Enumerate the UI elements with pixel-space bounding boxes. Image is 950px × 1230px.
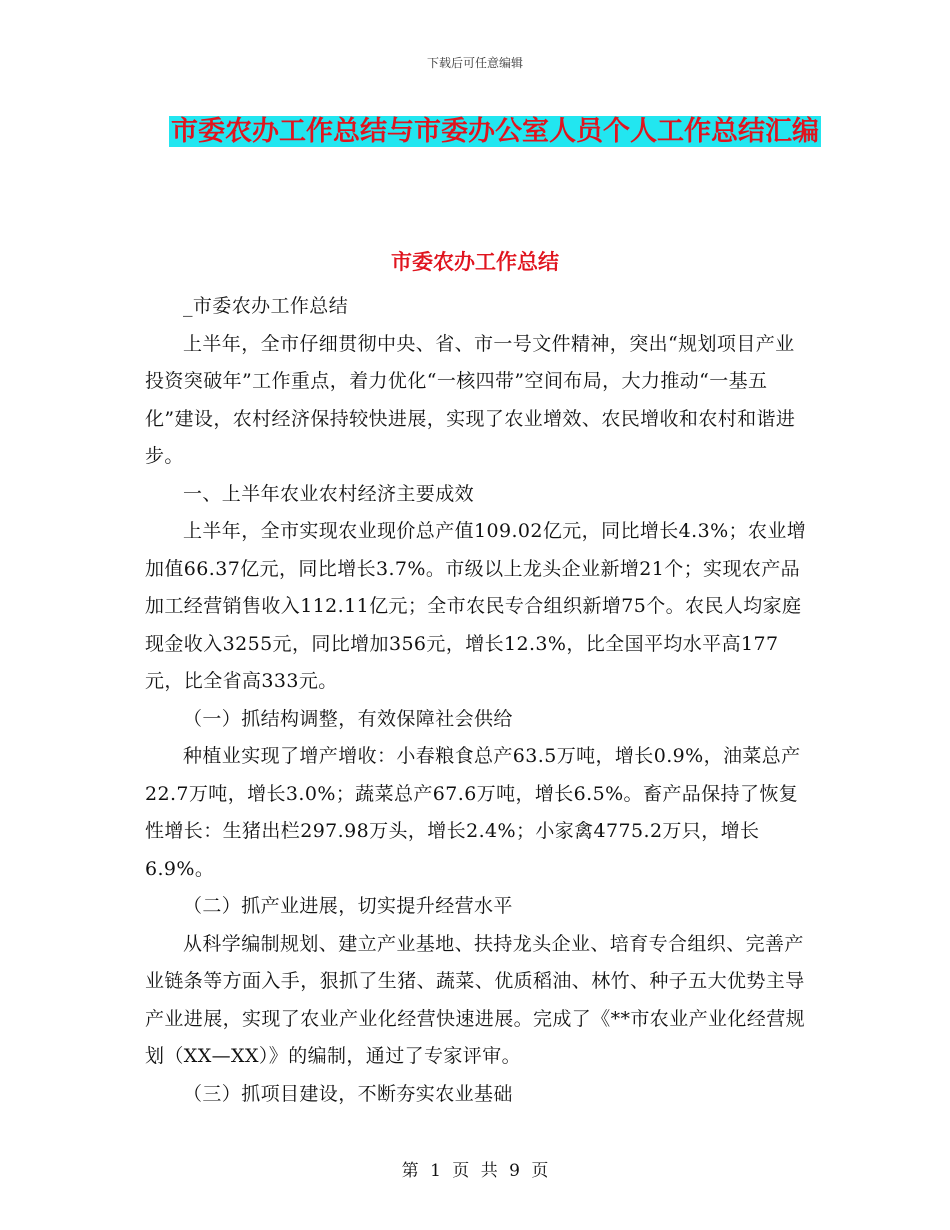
paragraph: 种植业实现了增产增收：小春粮食总产63.5万吨，增长0.9%，油菜总产22.7万吨，增长3.0%；蔬菜总产67.6万吨，增长6.5%。畜产品保持了恢复性增长：生猪出栏297.98万头，增长2.4%；小家禽4775.2万只，增长6.9%。	[145, 745, 801, 880]
paragraph: _市委农办工作总结	[183, 295, 349, 317]
header-note: 下载后可任意编辑	[426, 56, 523, 70]
section-title: 市委农办工作总结	[391, 250, 559, 274]
paragraph-heading: （一）抓结构调整，有效保障社会供给	[183, 707, 513, 730]
paragraph-heading: （三）抓项目建设，不断夯实农业基础	[183, 1082, 513, 1105]
document-title-text: 市委农办工作总结与市委办公室人员个人工作总结汇编	[171, 116, 819, 147]
page-footer: 第 1 页 共 9 页	[401, 1161, 549, 1181]
paragraph-heading: （二）抓产业进展，切实提升经营水平	[183, 895, 513, 917]
paragraph: 从科学编制规划、建立产业基地、扶持龙头企业、培育专合组织、完善产业链条等方面入手，狠抓了生猪、蔬菜、优质稻油、林竹、种子五大优势主导产业进展，实现了农业产业化经营快速进展。完成了《**市农业产业化经营规划（XX—XX）》的编制，通过了专家评审。	[145, 932, 806, 1067]
document-body	[145, 288, 810, 1113]
document-title	[145, 110, 845, 154]
paragraph: 上半年，全市实现农业现价总产值109.02亿元，同比增长4.3%；农业增加值66.37亿元，同比增长3.7%。市级以上龙头企业新增21个；实现农产品加工经营销售收入112.11亿元；全市农民专合组织新增75个。农民人均家庭现金收入3255元，同比增加356元，增长12.3%，比全国平均水平高177元，比全省高333元。	[145, 520, 807, 692]
paragraph: 上半年，全市仔细贯彻中央、省、市一号文件精神，突出“规划项目产业投资突破年”工作重点，着力优化“一核四带”空间布局，大力推动“一基五化”建设，农村经济保持较快进展，实现了农业增效、农民增收和农村和谐进步。	[145, 332, 796, 467]
paragraph-heading: 一、上半年农业农村经济主要成效	[183, 482, 475, 505]
